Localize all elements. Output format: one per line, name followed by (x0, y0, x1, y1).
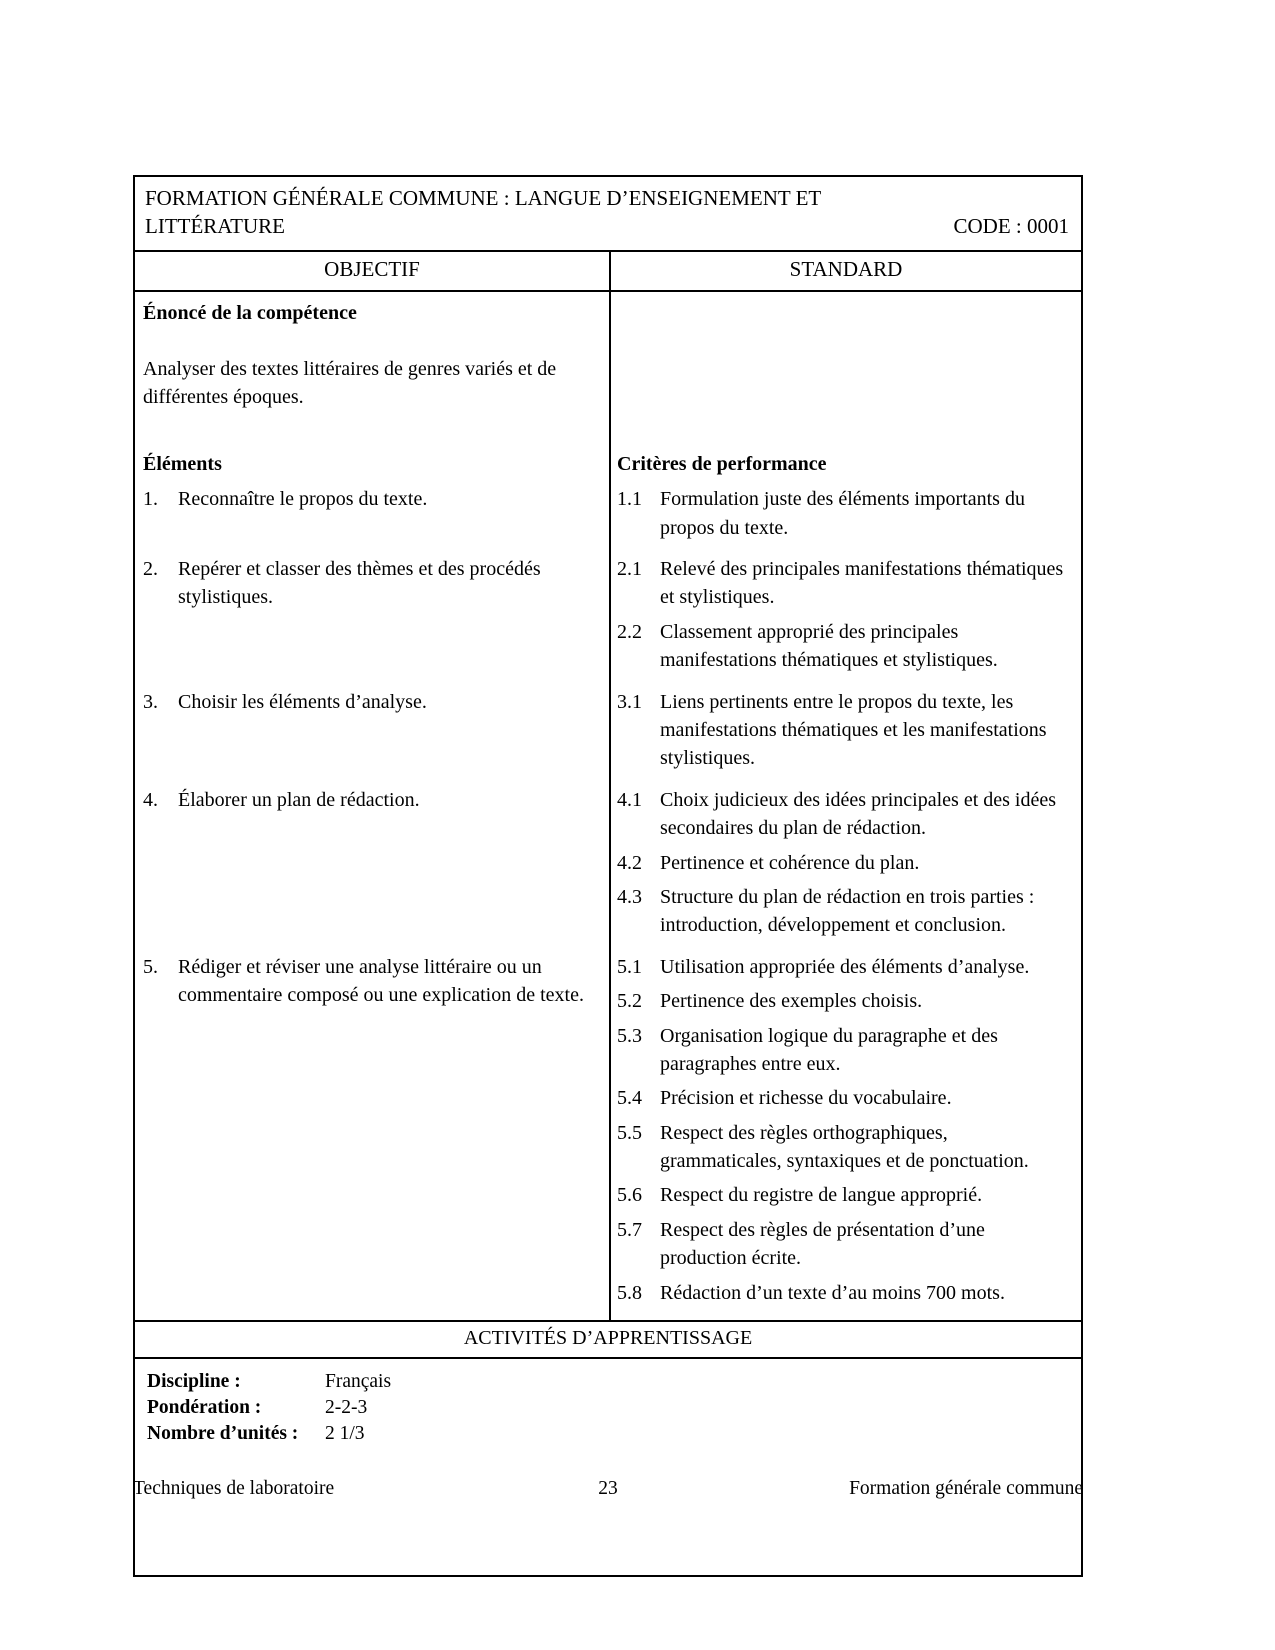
element-cell (135, 953, 609, 1320)
criterion-text: Organisation logique du paragraphe et des paragraphes entre eux. (660, 1024, 998, 1075)
criteria-cell (609, 786, 1081, 953)
detail-label: Discipline : (147, 1371, 241, 1393)
criterion-item (617, 987, 1073, 1015)
criteres-heading: Critères de performance (609, 450, 1081, 485)
footer-left-text: Techniques de laboratoire (133, 1478, 335, 1499)
element-cell (135, 688, 609, 786)
detail-value: Français (325, 1371, 392, 1393)
criteria-cell (609, 555, 1081, 688)
criterion-text: Pertinence des exemples choisis. (660, 990, 923, 1013)
criterion-number: 4.2 (617, 851, 642, 874)
detail-row (147, 1395, 1069, 1421)
criterion-number: 5.2 (617, 990, 642, 1013)
element-number: 3. (143, 690, 158, 713)
criterion-number: 5.4 (617, 1087, 642, 1110)
detail-label: Pondération : (147, 1396, 262, 1418)
standard-empty-cell (609, 292, 1081, 450)
criterion-text: Respect des règles orthographiques, grammaticales, syntaxiques et de ponctuation. (660, 1121, 1029, 1173)
criterion-item (617, 688, 1073, 773)
criterion-text: Structure du plan de rédaction en trois parties : introduction, développement et conclusion. (660, 885, 1035, 937)
section-headings-row (135, 450, 1081, 485)
detail-value: 2-2-3 (325, 1396, 368, 1418)
criterion-number: 2.1 (617, 558, 642, 581)
criterion-item (617, 1119, 1073, 1176)
activites-banner: ACTIVITÉS D’APPRENTISSAGE (135, 1320, 1081, 1357)
criterion-item (617, 1181, 1073, 1209)
enonce-text: Analyser des textes littéraires de genres variés et de différentes époques. (143, 358, 557, 409)
criterion-item (617, 953, 1073, 981)
table-title-cell (135, 177, 1081, 250)
title-line-2: LITTÉRATURE (145, 214, 285, 239)
criterion-text: Choix judicieux des idées principales et des idées secondaires du plan de rédaction. (660, 788, 1057, 840)
element-cell (135, 485, 609, 555)
criterion-text: Précision et richesse du vocabulaire. (660, 1087, 952, 1110)
element-item (143, 688, 595, 716)
element-item (143, 786, 595, 814)
elements-heading: Éléments (143, 452, 222, 475)
element-text: Repérer et classer des thèmes et des procédés stylistiques. (178, 558, 541, 609)
criterion-number: 5.6 (617, 1184, 642, 1207)
criterion-text: Formulation juste des éléments importants du propos du texte. (660, 488, 1025, 539)
criterion-number: 3.1 (617, 690, 642, 713)
element-number: 2. (143, 558, 158, 581)
element-text: Reconnaître le propos du texte. (178, 488, 428, 511)
element-criteria-row (135, 555, 1081, 688)
detail-row (147, 1369, 1069, 1395)
criterion-item (617, 1084, 1073, 1112)
criterion-item (617, 618, 1073, 675)
page-number: 23 (598, 1478, 618, 1499)
criterion-number: 5.8 (617, 1281, 642, 1304)
criterion-item (617, 555, 1073, 612)
enonce-heading: Énoncé de la compétence (143, 301, 357, 324)
criterion-text: Liens pertinents entre le propos du texte, les manifestations thématiques et les manifestations stylistiques. (660, 690, 1047, 770)
standard-column-header: STANDARD (609, 252, 1081, 290)
criterion-number: 2.2 (617, 620, 642, 643)
element-number: 5. (143, 955, 158, 978)
element-cell (135, 555, 609, 688)
detail-label: Nombre d’unités : (147, 1422, 299, 1444)
element-number: 4. (143, 788, 158, 811)
criterion-item (617, 485, 1073, 542)
program-table (133, 175, 1083, 1577)
element-text: Rédiger et réviser une analyse littéraire ou un commentaire composé ou une explication de texte. (178, 955, 584, 1007)
criterion-item (617, 1022, 1073, 1079)
criterion-text: Pertinence et cohérence du plan. (660, 851, 920, 874)
code-label: CODE : 0001 (953, 214, 1069, 239)
criterion-text: Rédaction d’un texte d’au moins 700 mots. (660, 1281, 1005, 1304)
criteria-cell (609, 688, 1081, 786)
element-item (143, 555, 595, 612)
criterion-number: 4.3 (617, 885, 642, 908)
element-criteria-row (135, 485, 1081, 555)
title-line-1: FORMATION GÉNÉRALE COMMUNE : LANGUE D’ENSEIGNEMENT ET (145, 186, 822, 210)
criteria-cell (609, 485, 1081, 555)
element-criteria-groups (135, 485, 1081, 1320)
criterion-item (617, 883, 1073, 940)
criterion-text: Utilisation appropriée des éléments d’analyse. (660, 955, 1030, 978)
competence-cell (135, 292, 609, 450)
details-section (135, 1357, 1081, 1575)
criterion-number: 5.3 (617, 1024, 642, 1047)
criterion-number: 1.1 (617, 488, 642, 511)
criterion-item (617, 1279, 1073, 1307)
criterion-text: Relevé des principales manifestations thématiques et stylistiques. (660, 558, 1064, 609)
objectif-column-header: OBJECTIF (324, 256, 420, 281)
criterion-text: Respect du registre de langue approprié. (660, 1184, 983, 1207)
element-number: 1. (143, 488, 158, 511)
footer-right-text: Formation générale commune (849, 1478, 1083, 1499)
detail-value: 2 1/3 (325, 1422, 365, 1444)
table-body (135, 290, 1081, 1320)
page-footer (133, 1478, 1083, 1500)
criterion-item (617, 1216, 1073, 1273)
criterion-text: Respect des règles de présentation d’une production écrite. (660, 1218, 985, 1270)
criterion-item (617, 786, 1073, 843)
competence-row (135, 292, 1081, 450)
detail-row (147, 1421, 1069, 1447)
column-header-row (135, 250, 1081, 290)
criteria-cell (609, 953, 1081, 1320)
element-item (143, 953, 595, 1010)
element-criteria-row (135, 688, 1081, 786)
criterion-item (617, 849, 1073, 877)
element-text: Élaborer un plan de rédaction. (178, 788, 420, 811)
element-cell (135, 786, 609, 953)
element-criteria-row (135, 786, 1081, 953)
element-criteria-row (135, 953, 1081, 1320)
criterion-number: 5.5 (617, 1121, 642, 1144)
criterion-number: 4.1 (617, 788, 642, 811)
criterion-text: Classement approprié des principales manifestations thématiques et stylistiques. (660, 620, 998, 672)
element-text: Choisir les éléments d’analyse. (178, 690, 427, 713)
element-item (143, 485, 595, 513)
criterion-number: 5.7 (617, 1218, 642, 1241)
criterion-number: 5.1 (617, 955, 642, 978)
